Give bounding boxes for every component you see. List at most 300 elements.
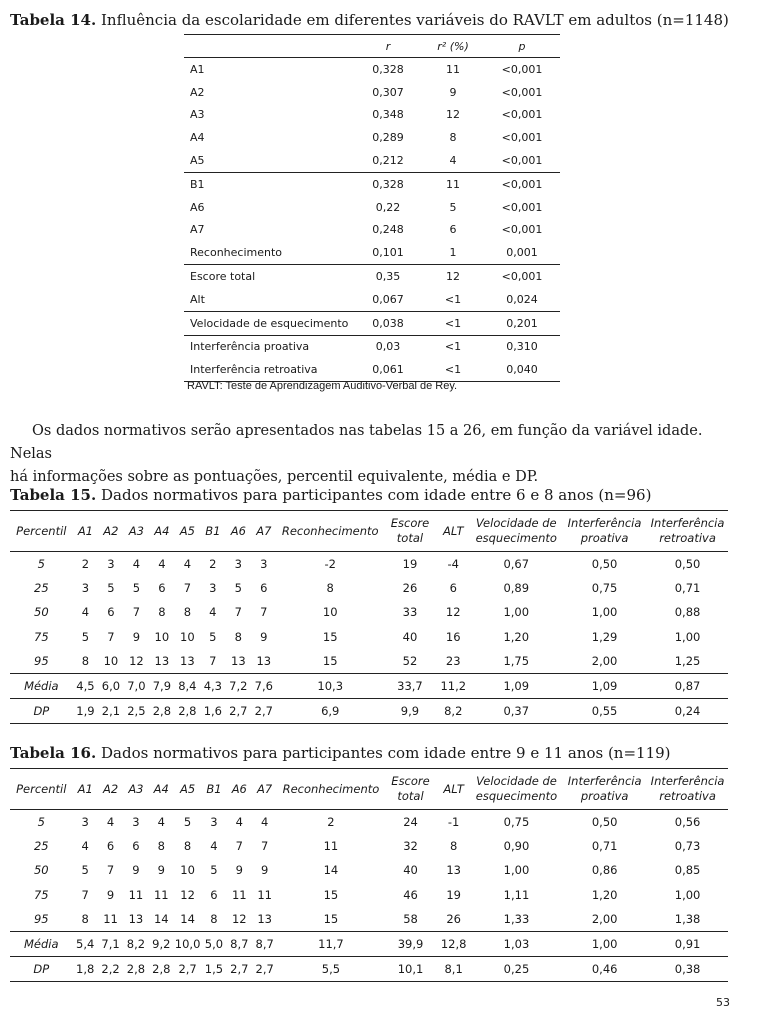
table15-cell: 0,87 (647, 673, 728, 698)
table14-row-label: A2 (190, 85, 205, 99)
table14-cell: <0,001 (484, 172, 560, 195)
table16-header: A7 (252, 769, 277, 810)
table15-cell: 5 (81, 629, 90, 644)
table14-cell: 0,040 (484, 358, 560, 381)
table15-cell: 7 (209, 653, 217, 668)
table15-cell: 10 (180, 629, 195, 644)
table15-cell: 2 (209, 557, 217, 572)
table14-row-label: A1 (190, 62, 205, 76)
table15-cell: 5 (234, 581, 242, 596)
table15-cell: 2,8 (149, 699, 174, 724)
table15-cell: 9 (260, 629, 268, 644)
table16-label: Tabela 16. (10, 744, 97, 762)
table15-cell: 13 (154, 653, 170, 668)
table16-header: A3 (123, 769, 148, 810)
table16-row (10, 834, 728, 858)
table15-cell: 10 (103, 653, 119, 668)
table15-cell: 2,7 (251, 699, 276, 724)
table14-cell: 5 (449, 200, 457, 214)
table15-cell: 4 (209, 605, 217, 620)
table16-cell: 8 (183, 839, 192, 854)
table15-cell: 0,50 (674, 557, 701, 572)
table14-cell: 11 (422, 172, 484, 195)
table14-cell: 0,101 (372, 246, 404, 260)
table15-cell: 2,00 (591, 653, 618, 668)
table15-cell: 8 (234, 629, 242, 644)
table15-cell: 52 (402, 653, 418, 668)
table14-row-label: Interferência proativa (184, 335, 354, 358)
table16-cell: 3 (210, 815, 218, 830)
table15-cell: 33 (402, 605, 418, 620)
table15-cell: 4,5 (73, 673, 98, 698)
table14-cell: 0,248 (372, 223, 404, 237)
table15-cell: 4 (183, 557, 192, 572)
table14-cell: 8 (449, 131, 457, 145)
table15-header: Velocidade de esquecimento (470, 511, 562, 552)
table14-cell: 0,35 (354, 265, 422, 288)
table15-header: B1 (200, 511, 225, 552)
table15-cell: 2,5 (124, 699, 149, 724)
table14-cell: 11 (446, 62, 460, 76)
table15-row-label: 5 (37, 557, 45, 572)
table14-row-label: A6 (190, 200, 205, 214)
table15-cell: 6 (158, 581, 166, 596)
table15-cell: 4 (158, 557, 166, 572)
table15-cell: 19 (402, 557, 418, 572)
table15-row (10, 699, 728, 724)
table16-cell: 3 (81, 815, 89, 830)
table16-cell: 13 (446, 863, 461, 878)
table16-cell: 12,8 (436, 931, 470, 956)
table15-cell: 1,00 (591, 605, 618, 620)
table15-cell: 1,09 (470, 673, 562, 698)
table15-cell: 1,75 (503, 653, 530, 668)
table16-cell: 1,00 (503, 863, 530, 878)
table16-cell: 8,1 (436, 957, 470, 982)
table15-cell: 3 (209, 581, 217, 596)
table16-cell: 8 (210, 911, 218, 926)
table14-cell: 12 (446, 108, 460, 122)
table14-cell: 0,307 (372, 85, 404, 99)
table14-row (184, 358, 560, 381)
table15-cell: 7 (107, 629, 115, 644)
table15-cell: 4 (132, 557, 141, 572)
table15-row-label: Média (10, 673, 73, 698)
table14-row-label: Reconhecimento (190, 246, 283, 260)
table15-cell: 12 (445, 605, 461, 620)
table16-cell: 7,1 (98, 931, 123, 956)
table16-cell: 7 (81, 887, 89, 902)
table15-cell: 16 (445, 629, 461, 644)
table16-cell: 8,7 (252, 931, 277, 956)
table16-cell: 11 (323, 839, 339, 854)
table15-header: A4 (149, 511, 174, 552)
paragraph-line-1: Os dados normativos serão apresentados nas tabelas 15 a 26, em função da variável idade. Nelas (10, 423, 703, 462)
table14-row-label: A5 (190, 154, 205, 168)
table16-cell: 1,03 (471, 931, 562, 956)
table16-cell: 0,71 (591, 839, 618, 854)
table15-cell: 10 (322, 605, 338, 620)
table14-row-label: Interferência retroativa (184, 358, 354, 381)
table16-cell: 15 (323, 911, 339, 926)
table16-cell: 1,5 (201, 957, 226, 982)
table15-cell: 8 (81, 653, 90, 668)
table16-cell: 13 (128, 911, 144, 926)
table14-cell: 4 (449, 154, 457, 168)
table14-label: Tabela 14. (10, 11, 97, 29)
table16-cell: 9 (157, 863, 165, 878)
table16-cell: 9 (132, 863, 140, 878)
table15-header: Reconhecimento (277, 511, 384, 552)
table16-cell: 8,7 (227, 931, 252, 956)
table15-label: Tabela 15. (10, 486, 97, 504)
table16-cell: 2,2 (98, 957, 123, 982)
table16-cell: 5 (183, 815, 192, 830)
table14-cell: 0,001 (506, 246, 538, 260)
table16-cell: 6 (106, 839, 115, 854)
table16-row-label: 75 (33, 887, 49, 902)
table16-cell: 9 (235, 863, 243, 878)
table15-cell: 7,0 (124, 673, 149, 698)
table15-cell: -2 (324, 557, 336, 572)
table14-row-label: A4 (190, 131, 205, 145)
table15-row-label: 75 (34, 629, 49, 644)
table16-cell: 2,7 (227, 957, 252, 982)
table15-cell: 1,29 (591, 629, 618, 644)
table15-cell: 11,2 (436, 673, 470, 698)
table16-cell: 2,7 (174, 957, 201, 982)
table14-cell: 0,038 (354, 311, 422, 335)
table16-cell: 2,7 (252, 957, 277, 982)
table15-cell: 2,8 (175, 699, 200, 724)
table14-header: r (354, 35, 422, 58)
table16-row (10, 931, 728, 956)
table15-row (10, 649, 728, 674)
table16-cell: 0,91 (647, 931, 728, 956)
table15-cell: 3 (260, 557, 268, 572)
table15-cell: 10,3 (277, 673, 384, 698)
table14-caption (10, 11, 729, 29)
table15-cell: 0,37 (470, 699, 562, 724)
table14-cell: 0,201 (484, 311, 560, 335)
table15-header: A5 (175, 511, 200, 552)
table15-cell: 9 (132, 629, 141, 644)
table15-cell: 8,4 (175, 673, 200, 698)
table14-cell: <1 (422, 311, 484, 335)
table14-row-label: Alt (190, 292, 205, 306)
table15-header: Percentil (10, 511, 73, 552)
table16-header: A4 (149, 769, 174, 810)
table15-cell: 1,9 (73, 699, 98, 724)
table15-cell: 7 (183, 581, 192, 596)
table16-cell: 8 (157, 839, 165, 854)
table15-cell: 26 (402, 581, 418, 596)
table15-cell: 0,67 (503, 557, 530, 572)
table15-row (10, 576, 728, 600)
table16-cell: 58 (403, 911, 418, 926)
table16 (10, 768, 728, 982)
table16-cell: 0,46 (562, 957, 647, 982)
table16-cell: 14 (153, 911, 169, 926)
table15-cell: 7 (234, 605, 242, 620)
table15-cell: 7 (260, 605, 268, 620)
table16-cell: 19 (446, 887, 461, 902)
table14-cell: <0,001 (501, 62, 543, 76)
table14-cell: 6 (449, 223, 457, 237)
table16-cell: 11 (128, 887, 144, 902)
table15-cell: 0,24 (647, 699, 728, 724)
table14-row (184, 104, 560, 127)
table14-cell: 0,067 (372, 292, 404, 306)
table16-cell: 0,56 (674, 815, 701, 830)
table15-cell: 1,09 (562, 673, 647, 698)
table15-cell: 7,9 (149, 673, 174, 698)
table16-cell: 15 (323, 887, 339, 902)
table16-cell: 9 (106, 887, 115, 902)
table16-cell: 39,9 (385, 931, 437, 956)
table14-header: r² (%) (422, 35, 484, 58)
table16-header: A1 (73, 769, 98, 810)
table14-cell: 0,289 (372, 131, 404, 145)
table14-row (184, 126, 560, 149)
table16-cell: 40 (403, 863, 418, 878)
table16-cell: 11 (153, 887, 169, 902)
table15-cell: 40 (402, 629, 418, 644)
table16-cell: 0,50 (591, 815, 618, 830)
table16-cell: 5 (210, 863, 218, 878)
table14-row (184, 149, 560, 172)
table15-cell: -4 (447, 557, 459, 572)
table16-cell: 12 (231, 911, 247, 926)
table14 (184, 34, 560, 382)
table16-cell: 6 (210, 887, 218, 902)
table16-cell: 7 (106, 863, 115, 878)
table15-cell: 6 (260, 581, 268, 596)
table15-header: A1 (73, 511, 98, 552)
table15-cell: 12 (129, 653, 144, 668)
table15-cell: 8 (326, 581, 334, 596)
table14-header: p (484, 35, 560, 58)
table16-cell: 7 (260, 839, 269, 854)
table16-cell: 2,8 (123, 957, 148, 982)
table16-cell: 10,0 (174, 931, 201, 956)
table16-header-row (10, 769, 728, 810)
table15-header: A7 (251, 511, 276, 552)
table16-cell: 4 (235, 815, 243, 830)
table15-cell: 13 (231, 653, 246, 668)
table16-cell: 6 (132, 839, 140, 854)
table15-cell: 7 (132, 605, 141, 620)
table16-cell: 4 (260, 815, 269, 830)
table16-row-label: 50 (33, 863, 49, 878)
table14-cell: <1 (422, 335, 484, 358)
table15-header: Interferência proativa (562, 511, 647, 552)
table14-row-label: B1 (184, 172, 354, 195)
table15-cell: 13 (256, 653, 272, 668)
table16-cell: 11 (103, 911, 118, 926)
table14-cell: 0,22 (375, 200, 401, 214)
table16-body (10, 810, 728, 982)
table15-cell: 1,6 (200, 699, 225, 724)
table16-cell: 14 (180, 911, 195, 926)
table16-cell: 0,90 (503, 839, 530, 854)
table14-row (184, 288, 560, 311)
table15-row (10, 625, 728, 649)
table16-cell: 11 (257, 887, 272, 902)
table15-cell: 10 (154, 629, 170, 644)
table16-cell: 7 (235, 839, 243, 854)
table15-cell: 1,00 (503, 605, 530, 620)
table16-cell: 11,7 (277, 931, 384, 956)
table14-cell: 0,212 (372, 154, 404, 168)
table16-cell: 1,20 (591, 887, 618, 902)
table15-cell: 7,2 (226, 673, 251, 698)
table15-header: A2 (98, 511, 123, 552)
table16-row (10, 907, 728, 932)
table15-row (10, 673, 728, 698)
table15-cell: 1,25 (674, 653, 701, 668)
table15-cell: 5 (132, 581, 141, 596)
table16-cell: 9 (260, 863, 269, 878)
table16-cell: 5,0 (201, 931, 226, 956)
table16-row (10, 858, 728, 882)
table16-cell: 24 (403, 815, 418, 830)
table16-header: Percentil (10, 769, 73, 810)
table16-cell: -1 (447, 815, 460, 830)
table15-cell: 2 (81, 557, 90, 572)
table16-cell: 5,4 (73, 931, 98, 956)
table14-cell: <0,001 (501, 131, 543, 145)
table15-caption (10, 486, 651, 504)
table14-cell: <0,001 (484, 265, 560, 288)
table14-cell: <1 (444, 292, 462, 306)
table16-cell: 10 (180, 863, 195, 878)
table14-row (184, 196, 560, 219)
table16-cell: 1,38 (674, 911, 701, 926)
table16-cell: 5,5 (277, 957, 384, 982)
table15-cell: 15 (322, 629, 338, 644)
table15-cell: 5 (107, 581, 115, 596)
table15-cell: 4,3 (200, 673, 225, 698)
table16-cell: 13 (257, 911, 272, 926)
table15-header-row (10, 511, 728, 552)
table16-cell: 1,00 (674, 887, 701, 902)
table16-cell: 0,73 (674, 839, 701, 854)
table16-cell: 10,1 (385, 957, 437, 982)
table14-cell: 0,061 (354, 358, 422, 381)
table16-header: A2 (98, 769, 123, 810)
table15-cell: 0,88 (674, 605, 701, 620)
table16-header: Escore total (385, 769, 437, 810)
table16-header: Reconhecimento (277, 769, 384, 810)
table15-cell: 1,00 (674, 629, 701, 644)
table16-header: A5 (174, 769, 201, 810)
table15-header: A6 (226, 511, 251, 552)
table14-cell: 9 (449, 85, 457, 99)
table16-cell: 0,25 (471, 957, 562, 982)
table15-cell: 0,50 (591, 557, 618, 572)
table16-header: Interferência retroativa (647, 769, 728, 810)
table14-cell: <0,001 (501, 200, 543, 214)
table15-cell: 23 (445, 653, 461, 668)
table16-cell: 0,75 (503, 815, 530, 830)
table16-cell: 8,2 (123, 931, 148, 956)
table15-cell: 33,7 (384, 673, 436, 698)
table14-cell: <0,001 (501, 223, 543, 237)
table15-cell: 0,89 (503, 581, 530, 596)
table14-row (184, 241, 560, 264)
table14-cell: 0,024 (506, 292, 538, 306)
table14-header-row (184, 35, 560, 58)
table15-row-label: 95 (34, 653, 49, 668)
table15-cell: 3 (234, 557, 242, 572)
table16-cell: 1,33 (503, 911, 530, 926)
table16-row-label: 25 (33, 839, 49, 854)
table15-cell: 15 (322, 653, 338, 668)
table16-caption (10, 744, 671, 762)
paragraph-line-2: há informações sobre as pontuações, percentil equivalente, média e DP. (10, 469, 539, 485)
table16-cell: 9,2 (149, 931, 174, 956)
table16-cell: 3 (132, 815, 140, 830)
table15 (10, 510, 728, 724)
table15-cell: 3 (107, 557, 115, 572)
table15-cell: 0,71 (674, 581, 701, 596)
table16-cell: 0,86 (591, 863, 618, 878)
table16-row-label: 5 (37, 815, 45, 830)
table16-cell: 46 (403, 887, 418, 902)
table16-cell: 8 (81, 911, 89, 926)
table16-cell: 5 (81, 863, 89, 878)
table16-row (10, 883, 728, 907)
table15-cell: 4 (81, 605, 90, 620)
table16-row (10, 810, 728, 835)
table15-cell: 0,75 (591, 581, 618, 596)
table15-cell: 13 (180, 653, 195, 668)
table14-row (184, 172, 560, 195)
table16-cell: 4 (106, 815, 115, 830)
table16-cell: 26 (446, 911, 461, 926)
table15-cell: 3 (81, 581, 90, 596)
table15-row (10, 600, 728, 624)
table14-row (184, 219, 560, 242)
table15-cell: 6,9 (277, 699, 384, 724)
table16-row-label: DP (10, 957, 73, 982)
table16-row-label: 95 (33, 911, 49, 926)
table16-row-label: Média (10, 931, 73, 956)
table15-cell: 2,7 (226, 699, 251, 724)
table16-cell: 14 (323, 863, 339, 878)
page-number: 53 (716, 996, 730, 1009)
table14-cell: 0,328 (372, 62, 404, 76)
table16-cell: 2,00 (591, 911, 618, 926)
table14-cell: 0,310 (484, 335, 560, 358)
table14-body (184, 58, 560, 382)
table16-cell: 8 (449, 839, 458, 854)
table14-cell: <1 (422, 358, 484, 381)
body-paragraph (10, 420, 740, 489)
table16-cell: 12 (180, 887, 195, 902)
table14-row-label: Velocidade de esquecimento (184, 311, 354, 335)
table14-row-label: Escore total (184, 265, 354, 288)
table16-cell: 0,38 (647, 957, 728, 982)
table16-cell: 2,8 (149, 957, 174, 982)
table15-header: ALT (436, 511, 470, 552)
table16-cell: 11 (231, 887, 247, 902)
table15-cell: 6 (107, 605, 115, 620)
table14-row (184, 311, 560, 335)
table15-row-label: 25 (34, 581, 49, 596)
table16-cell: 1,11 (503, 887, 530, 902)
